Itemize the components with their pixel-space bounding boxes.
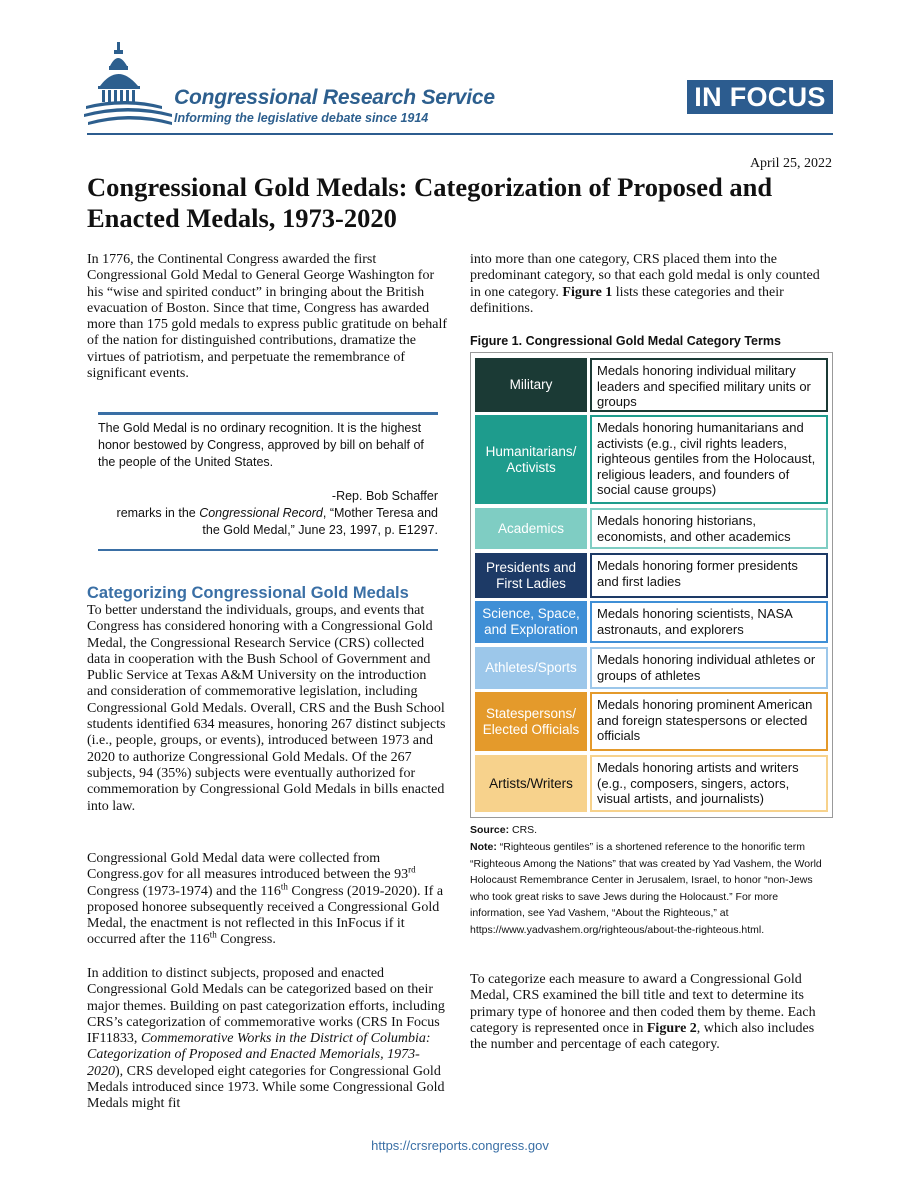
header-rule xyxy=(87,133,833,135)
quote-top-rule xyxy=(98,412,438,415)
right-paragraph-1-text xyxy=(470,252,830,317)
category-label-athletes: Athletes/Sports xyxy=(475,647,587,689)
quote-attribution: -Rep. Bob Schaffer xyxy=(331,489,438,503)
rp1-bold: Figure 1 xyxy=(562,284,613,300)
capitol-dome-logo xyxy=(84,40,172,132)
category-definition-athletes: Medals honoring individual athletes or groups of athletes xyxy=(590,647,828,689)
quote-source-post: , “Mother Teresa and the Gold Medal,” June 23, 1997, p. E1297. xyxy=(202,506,438,537)
page-title: Congressional Gold Medals: Categorization of Proposed and Enacted Medals, 1973-2020 xyxy=(87,172,773,233)
in-focus-badge: IN FOCUS xyxy=(687,80,833,114)
category-label-presidents: Presidents and First Ladies xyxy=(475,553,587,598)
category-definition-military: Medals honoring individual military leaders and specified military units or groups xyxy=(590,358,828,412)
rp1-b: lists these categories and their definitions. xyxy=(470,284,784,316)
p3-a: Congressional Gold Medal data were collected from Congress.gov for all measures introduced between the 93 xyxy=(87,851,409,883)
intro-paragraph xyxy=(87,252,448,382)
p4-a: In addition to distinct subjects, proposed and enacted Congressional Gold Medals can be categorized based on their major themes. Building on past categorization efforts, including CRS’s categorization of commemorative works (CRS In Focus IF11833, xyxy=(87,966,445,1047)
right-paragraph-2 xyxy=(470,972,830,1053)
paragraph-2-text: To better understand the individuals, groups, and events that Congress has considered honoring with a Congressional Gold Medal, the Congressional Research Service (CRS) collected data in cooperation with the Bush School of Government and Public Service at Texas A&M University on the introduction and consideration of commemorative legislation, including Congressional Gold Medals. Overall, CRS and the Bush School students identified 634 measures, honoring 267 distinct subjects (i.e., people, groups, or events), introduced between 1973 and 2020 to authorize Congressional Gold Medals. Of the 267 subjects, 94 (35%) subjects were eventually authorized for commemoration by Congressional Gold Medals in bills enacted into law. xyxy=(87,603,446,814)
category-label-artists: Artists/Writers xyxy=(475,755,587,812)
intro-text: In 1776, the Continental Congress awarded the first Congressional Gold Medal to General George Washington for his “wise and spirited conduct” in bringing about the British evacuation of Boston. Since that time, Congress has awarded more than 175 gold medals to express public gratitude on behalf of the nation for distinguished contributions, dramatize the virtues of patriotism, and perpetuate the remembrance of significant events. xyxy=(87,252,448,382)
paragraph-3-text xyxy=(87,851,448,949)
rp2-a: To categorize each measure to award a Congressional Gold Medal, CRS examined the bill title and text to determine its primary type of honoree and then coded them by theme. Each category is represented once in xyxy=(470,972,816,1036)
figure-source xyxy=(470,822,830,839)
paragraph-4-text xyxy=(87,966,448,1113)
quote-text: The Gold Medal is no ordinary recognition. It is the highest honor bestowed by Congress, approved by bill on behalf of the people of the United States. xyxy=(98,421,424,469)
rp2-b: , which also includes the number and percentage of each category. xyxy=(470,1020,815,1053)
quote-source-pre: remarks in the xyxy=(116,506,200,520)
category-label-statespersons: Statespersons/ Elected Officials xyxy=(475,692,587,751)
category-label-academics: Academics xyxy=(475,508,587,549)
category-definition-science: Medals honoring scientists, NASA astronauts, and explorers xyxy=(590,601,828,643)
paragraph-3 xyxy=(87,851,448,949)
quote-source-italic: Congressional Record xyxy=(199,506,323,520)
publication-date: April 25, 2022 xyxy=(749,156,832,171)
right-paragraph-1 xyxy=(470,252,830,317)
right-paragraph-2-text xyxy=(470,972,830,1053)
rp2-bold: Figure 2 xyxy=(646,1020,697,1036)
category-definition-academics: Medals honoring historians, economists, and other academics xyxy=(590,508,828,549)
category-definition-presidents: Medals honoring former presidents and first ladies xyxy=(590,553,828,598)
source-text: CRS. xyxy=(509,824,538,836)
note-label: Note: xyxy=(470,841,497,853)
footer-url-link[interactable]: https://crsreports.congress.gov xyxy=(371,1138,549,1153)
org-name: Congressional Research Service xyxy=(174,86,495,109)
p3-sup1: rd xyxy=(408,864,416,875)
section-heading: Categorizing Congressional Gold Medals xyxy=(87,584,409,602)
p3-c: Congress (2019-2020). If a proposed honoree subsequently received a Congressional Gold Medal, the enactment is not reflected in this InFocus if it occurred after the 116 xyxy=(87,883,444,948)
p3-d: Congress. xyxy=(216,932,276,948)
category-definition-humanitarians: Medals honoring humanitarians and activists (e.g., civil rights leaders, righteous gentiles from the Holocaust, religious leaders, and founders of social cause groups) xyxy=(590,415,828,504)
figure-title: Figure 1. Congressional Gold Medal Category Terms xyxy=(470,334,781,348)
category-label-science: Science, Space, and Exploration xyxy=(475,601,587,643)
category-label-humanitarians: Humanitarians/ Activists xyxy=(475,415,587,504)
p3-b: Congress (1973-1974) and the 116 xyxy=(87,883,281,899)
p3-sup3: th xyxy=(209,929,217,940)
pull-quote xyxy=(98,420,438,539)
paragraph-2 xyxy=(87,603,448,815)
category-label-military: Military xyxy=(475,358,587,412)
p4-b: ), CRS developed eight categories for Congressional Gold Medals introduced since 1973. While some Congressional Gold Medals might fit xyxy=(87,1063,445,1112)
category-definition-statespersons: Medals honoring prominent American and foreign statespersons or elected officials xyxy=(590,692,828,751)
p3-sup2: th xyxy=(280,880,288,891)
source-label: Source: xyxy=(470,824,510,836)
p4-italic: Commemorative Works in the District of Columbia: Categorization of Proposed and Enacted Memorials, 1973-2020 xyxy=(87,1031,431,1079)
figure-note xyxy=(470,839,832,938)
quote-source xyxy=(98,505,438,539)
paragraph-4 xyxy=(87,966,448,1113)
rp1-a: into more than one category, CRS placed them into the predominant category, so that each gold medal is only counted in one category. xyxy=(470,252,820,300)
quote-bottom-rule xyxy=(98,549,438,551)
note-text: “Righteous gentiles” is a shortened reference to the honorific term “Righteous Among the Nations” that was created by Yad Vashem, the World Holocaust Remembrance Center in Jerusalem, Israel, to honor “non-Jews who took great risks to save Jews during the Holocaust.” For more information, see Yad Vashem, “About the Righteous,” at https://www.yadvashem.org/righteous/about-the-righteous.html. xyxy=(470,841,822,936)
category-definition-artists: Medals honoring artists and writers (e.g., composers, singers, actors, visual artists, and journalists) xyxy=(590,755,828,812)
org-tagline: Informing the legislative debate since 1914 xyxy=(174,111,429,125)
